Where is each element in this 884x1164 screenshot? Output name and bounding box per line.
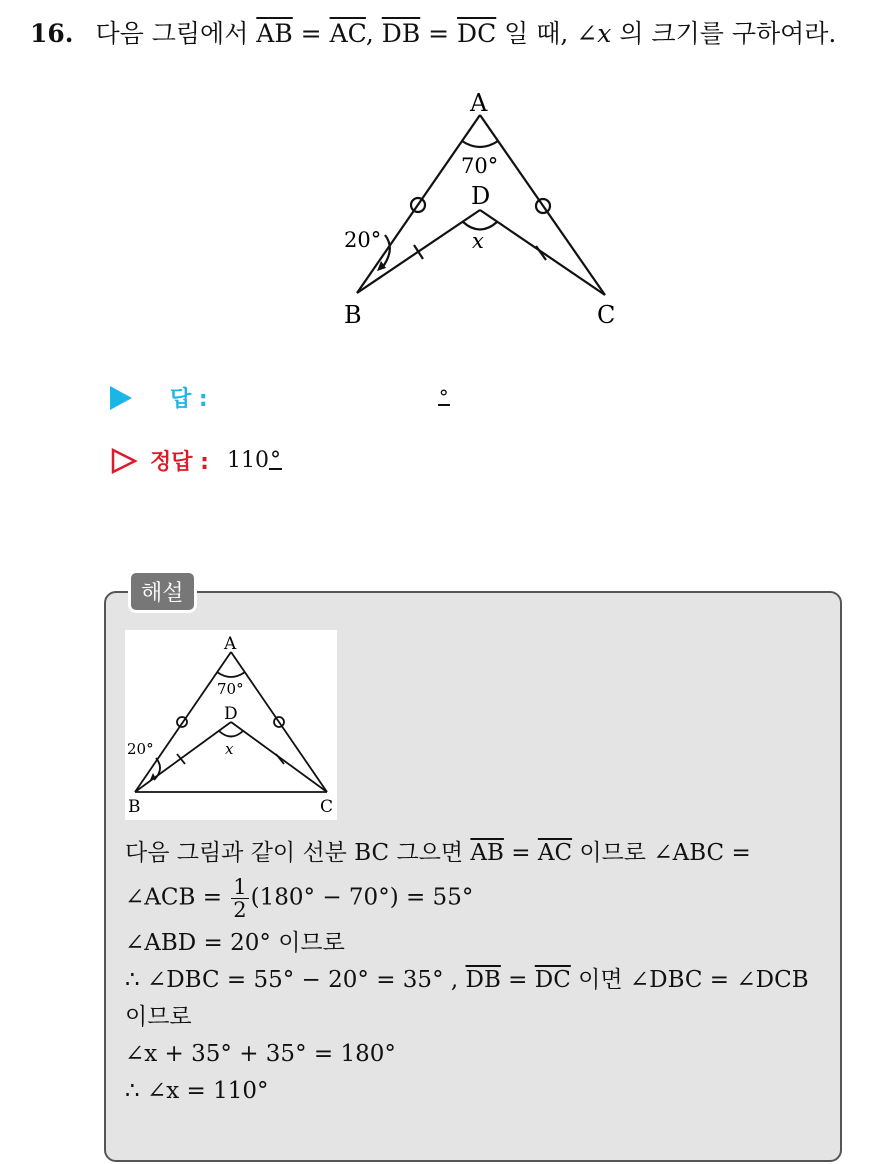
comma: , <box>365 19 382 48</box>
label-c: C <box>597 301 616 329</box>
fraction-one-half <box>231 876 248 921</box>
angle-label-x: x <box>472 229 484 253</box>
label-a: A <box>470 89 488 117</box>
solution-line-7: ∴ ∠x = 110° <box>125 1078 269 1104</box>
segment-dc: $\overline{DC}$ <box>534 967 571 993</box>
question-text-post: 의 크기를 구하여라. <box>611 19 837 48</box>
solution-line-2-pre: ∠ACB = <box>125 884 230 911</box>
angle-label-b: 20° <box>344 228 382 252</box>
answer-blank[interactable]: ° <box>438 384 449 409</box>
segment-ac: $\overline{AC}$ <box>329 19 366 48</box>
solution-text <box>125 835 830 1110</box>
label-d: D <box>471 182 491 210</box>
sol-angle-label-x: x <box>225 740 234 758</box>
play-filled-icon <box>110 386 132 410</box>
fraction-denominator: 2 <box>233 898 247 922</box>
edge-dc <box>480 210 605 295</box>
variable-x: x <box>597 19 612 48</box>
sol-label-c: C <box>320 797 334 817</box>
segment-ac: $\overline{AC}$ <box>537 840 573 866</box>
tick-mark-db <box>414 245 423 259</box>
sol-angle-label-b: 20° <box>127 740 154 758</box>
segment-dc: $\overline{DC}$ <box>457 19 497 48</box>
angle-arc-a <box>462 141 498 147</box>
solution-line-2-post: (180° − 70°) = 55° <box>250 884 474 911</box>
segment-ab: $\overline{AB}$ <box>470 840 504 866</box>
solution-line-1-post: 이므로 ∠ABC = <box>572 840 751 866</box>
sol-angle-label-a: 70° <box>217 680 244 698</box>
solution-line-5: 이므로 <box>125 1004 192 1030</box>
answer-row <box>110 382 450 413</box>
solution-line-4 <box>125 962 830 999</box>
sol-label-b: B <box>128 797 141 817</box>
equals-sign: = <box>420 19 458 48</box>
answer-label: 답 : <box>170 387 208 412</box>
angle-symbol: ∠ <box>576 19 598 48</box>
question-number: 16. <box>30 19 74 48</box>
correct-label: 정답 : <box>150 450 209 475</box>
segment-ab: $\overline{AB}$ <box>256 19 293 48</box>
edge-ac <box>480 115 605 295</box>
question-text-mid: 일 때, <box>496 19 577 48</box>
segment-db: $\overline{DB}$ <box>381 19 421 48</box>
solution-line-3: ∠ABD = 20° 이므로 <box>125 930 345 956</box>
correct-answer-row <box>110 445 282 476</box>
main-figure <box>330 85 630 335</box>
correct-value <box>227 448 282 473</box>
question-text-pre: 다음 그림에서 <box>95 19 257 48</box>
play-outline-icon <box>110 448 138 474</box>
correct-value-unit: ° <box>269 448 281 473</box>
solution-line-2 <box>125 876 830 921</box>
segment-db: $\overline{DB}$ <box>465 967 501 993</box>
solution-line-6: ∠x + 35° + 35° = 180° <box>125 1041 396 1067</box>
solution-tag: 해설 <box>128 570 197 613</box>
equals-sign: = <box>500 967 535 993</box>
sol-label-a: A <box>224 634 237 654</box>
angle-label-a: 70° <box>461 154 499 178</box>
fraction-numerator: 1 <box>233 875 247 899</box>
label-b: B <box>344 301 362 329</box>
solution-line-4-post: 이면 ∠DBC = ∠DCB <box>570 967 809 993</box>
sol-label-d: D <box>224 704 238 724</box>
question-header <box>30 14 836 50</box>
equals-sign: = <box>292 19 330 48</box>
correct-value-number: 110 <box>226 448 269 473</box>
solution-line-4-pre: ∴ ∠DBC = 55° − 20° = 35° , <box>125 967 466 993</box>
equals-sign: = <box>503 840 538 866</box>
solution-figure <box>125 630 337 820</box>
solution-line-1 <box>125 835 830 872</box>
solution-line-1-pre: 다음 그림과 같이 선분 BC 그으면 <box>125 840 471 866</box>
